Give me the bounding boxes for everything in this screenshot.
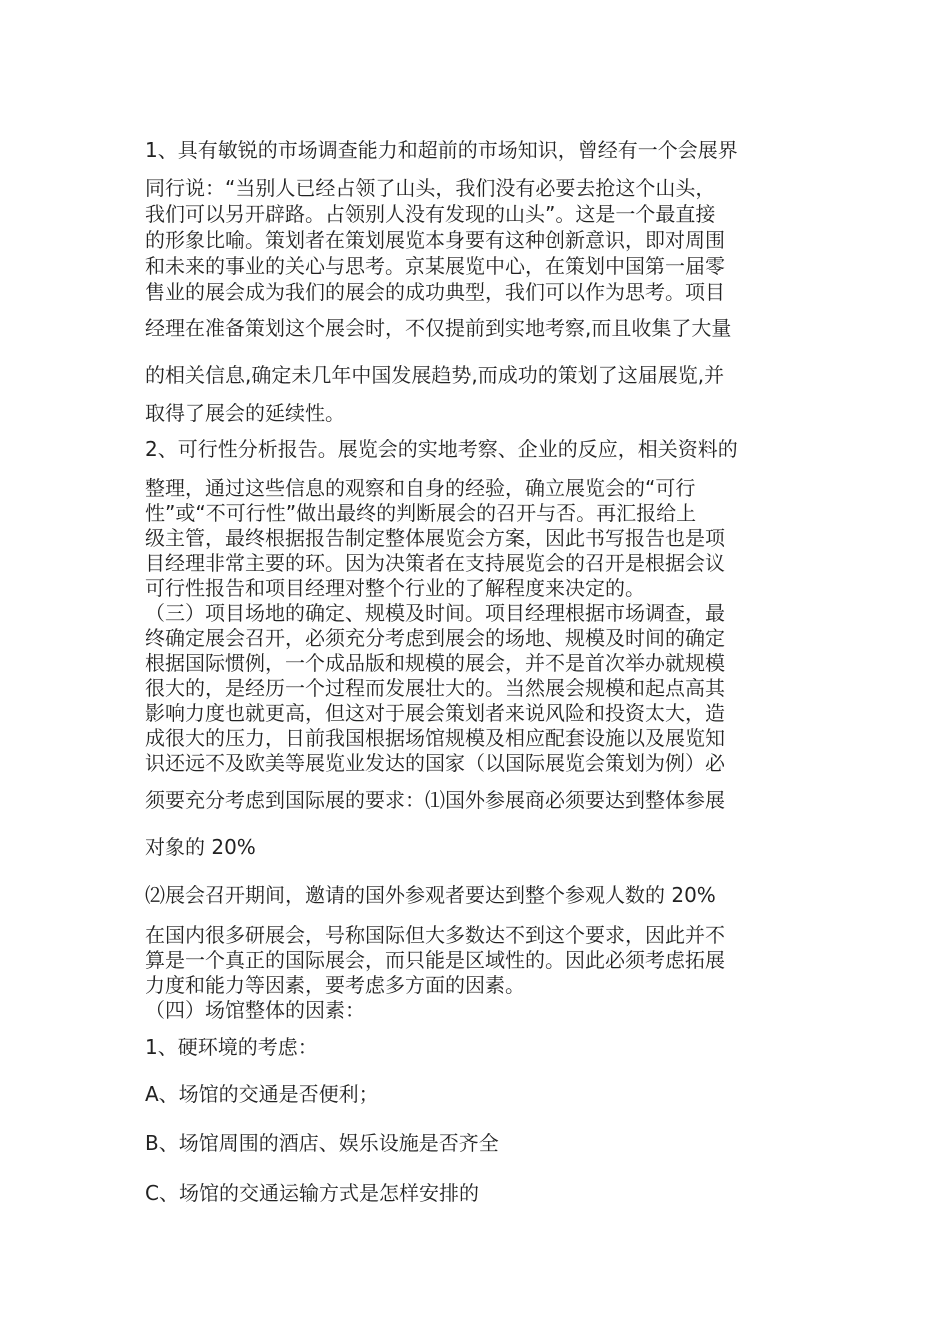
text-line: 的相关信息,确定未几年中国发展趋势,而成功的策划了这届展览,并 (145, 363, 725, 387)
text-line: 级主管，最终根据报告制定整体展览会方案，因此书写报告也是项 (145, 526, 725, 550)
text-line: 的形象比喻。策划者在策划展览本身要有这种创新意识，即对周围 (145, 228, 725, 252)
text-line: 终确定展会召开，必须充分考虑到展会的场地、规模及时间的确定 (145, 626, 725, 650)
text-line: 售业的展会成为我们的展会的成功典型，我们可以作为思考。项目 (145, 280, 725, 304)
text-line: C、场馆的交通运输方式是怎样安排的 (145, 1181, 479, 1205)
text-line: 2、可行性分析报告。展览会的实地考察、企业的反应，相关资料的 (145, 437, 738, 461)
text-line: 须要充分考虑到国际展的要求：⑴国外参展商必须要达到整体参展 (145, 788, 725, 812)
text-line: 力度和能力等因素，要考虑多方面的因素。 (145, 973, 525, 997)
text-line: （四）场馆整体的因素： (145, 998, 365, 1022)
text-line: A、场馆的交通是否便利； (145, 1082, 379, 1106)
text-line: 很大的，是经历一个过程而发展壮大的。当然展会规模和起点高其 (145, 676, 725, 700)
text-line: 性”或“不可行性”做出最终的判断展会的召开与否。再汇报给上 (145, 501, 697, 525)
text-line: （三）项目场地的确定、规模及时间。项目经理根据市场调查，最 (145, 601, 725, 625)
text-line: 对象的 20% (145, 835, 256, 859)
text-line: 可行性报告和项目经理对整个行业的了解程度来决定的。 (145, 576, 645, 600)
text-line: 我们可以另开辟路。占领别人没有发现的山头”。这是一个最直接 (145, 202, 716, 226)
text-line: 同行说：“当别人已经占领了山头，我们没有必要去抢这个山头， (145, 176, 716, 200)
text-line: 根据国际惯例，一个成品版和规模的展会，并不是首次举办就规模 (145, 651, 725, 675)
text-line: 成很大的压力，日前我国根据场馆规模及相应配套设施以及展览知 (145, 726, 725, 750)
text-line: 1、具有敏锐的市场调查能力和超前的市场知识，曾经有一个会展界 (145, 138, 738, 162)
text-line: 影响力度也就更高，但这对于展会策划者来说风险和投资太大，造 (145, 701, 725, 725)
text-line: 目经理非常主要的环。因为决策者在支持展览会的召开是根据会议 (145, 551, 725, 575)
text-line: 算是一个真正的国际展会，而只能是区域性的。因此必须考虑拓展 (145, 948, 725, 972)
text-line: 1、硬环境的考虑： (145, 1035, 318, 1059)
text-line: 识还远不及欧美等展览业发达的国家（以国际展览会策划为例）必 (145, 751, 725, 775)
text-line: 和未来的事业的关心与思考。京某展览中心，在策划中国第一届零 (145, 254, 725, 278)
text-line: B、场馆周围的酒店、娱乐设施是否齐全 (145, 1131, 499, 1155)
text-line: 在国内很多研展会，号称国际但大多数达不到这个要求，因此并不 (145, 923, 725, 947)
text-line: ⑵展会召开期间，邀请的国外参观者要达到整个参观人数的 20% (145, 883, 716, 907)
text-line: 整理，通过这些信息的观察和自身的经验，确立展览会的“可行 (145, 476, 696, 500)
text-line: 取得了展会的延续性。 (145, 401, 345, 425)
text-line: 经理在准备策划这个展会时，不仅提前到实地考察,而且收集了大量 (145, 316, 732, 340)
